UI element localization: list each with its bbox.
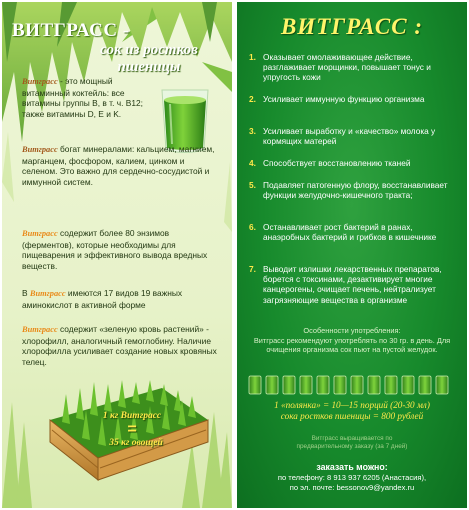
left-subtitle: сок из ростков пшеницы xyxy=(100,42,198,75)
chlorophyll-text: содержит «зеленую кровь растений» - хлорофилл, аналогичный гемоглобину. Наличие хлорофилла усиливает создание новых кровяных телец. xyxy=(22,324,217,367)
benefit-text: Выводит излишки лекарственных препаратов, борется с токсинами, дезактивирует многие канцерогены, очищает печень, нейтрализует загрязняющие вещества в организме xyxy=(263,264,442,305)
benefit-number: 2. xyxy=(249,94,256,104)
email-contact[interactable]: по эл. почте: bessonov9@yandex.ru xyxy=(289,483,415,492)
benefit-number: 3. xyxy=(249,126,256,136)
left-title: ВИТГРАСС - xyxy=(12,20,130,41)
benefit-text: Усиливает иммунную функцию организма xyxy=(263,94,425,104)
left-panel xyxy=(2,2,232,508)
benefit-text: Останавливает рост бактерий в ранах, анаэробных бактерий и грибков в кишечнике xyxy=(263,222,437,243)
tray-equals-sign: = xyxy=(127,421,137,438)
minerals-text: богат минералами: кальцием, магнием, марганцем, фосфором, калием, цинком и селеном. Это важно для сердечно-сосудистой и иммунной систем. xyxy=(22,144,215,187)
benefit-number: 5. xyxy=(249,180,256,190)
benefit-text: Усиливает выработку и «качество» молока у кормящих матерей xyxy=(263,126,436,147)
benefit-text: Подавляет патогенную флору, восстанавливает функции желудочно-кишечного тракта; xyxy=(263,180,448,201)
amino-text: имеются 17 видов 19 важных аминокислот в активной форме xyxy=(22,288,183,310)
tray-caption-top: 1 кг Витграсс xyxy=(102,411,162,421)
preorder-note xyxy=(249,435,455,451)
amino-acids-paragraph xyxy=(22,288,222,310)
tray-caption-bottom: 35 кг овощей xyxy=(109,438,163,448)
benefit-number: 1. xyxy=(249,52,256,62)
glasses-row-image xyxy=(247,374,459,396)
brand-name: Витграсс xyxy=(22,145,58,154)
brand-name: Витграсс xyxy=(29,289,66,298)
phone-contact: по телефону: 8 913 937 6205 (Анастасия), xyxy=(277,473,427,482)
preorder-line: предварительному заказу (за 7 дней) xyxy=(296,443,408,450)
enzymes-text: содержит более 80 энзимов (ферментов), которые необходимы для пищеварения и эффективного вывода вредных веществ. xyxy=(22,228,208,271)
preorder-line: Витграсс выращивается по xyxy=(311,435,393,442)
enzymes-paragraph xyxy=(22,228,222,271)
brand-name: Витграсс xyxy=(22,77,58,86)
benefit-number: 7. xyxy=(249,264,256,274)
portion-line: 1 «полянка» = 10—15 порций (20-30 мл) xyxy=(274,400,430,410)
portion-price xyxy=(237,400,467,422)
benefit-number: 6. xyxy=(249,222,256,232)
usage-title: Особенности употребления: xyxy=(303,326,401,335)
benefit-text: Способствует восстановлению тканей xyxy=(263,158,411,168)
right-panel xyxy=(237,2,467,508)
vitamins-text: - это мощный витаминный коктейль: все витамины группы В, в т. ч. В12; также витамины D, E и K. xyxy=(22,76,143,119)
usage-text: Витграсс рекомендуют употреблять по 30 гр. в день. Для очищения организма сок пьют на пустой желудок. xyxy=(253,336,451,355)
order-title: заказать можно: xyxy=(316,462,388,472)
price-line: сока ростков пшеницы = 800 рублей xyxy=(280,411,424,421)
amino-prefix: В xyxy=(22,288,30,298)
brand-name: Витграсс xyxy=(22,229,58,238)
left-content xyxy=(2,2,232,508)
brand-name: Витграсс xyxy=(22,325,58,334)
benefit-number: 4. xyxy=(249,158,256,168)
right-title: ВИТГРАСС : xyxy=(280,14,424,39)
benefit-text: Оказывает омолаживающее действие, разглаживает морщинки, повышает тонус и упругость кожи xyxy=(263,52,431,83)
vitamins-paragraph xyxy=(22,76,152,119)
minerals-paragraph xyxy=(22,144,222,187)
chlorophyll-paragraph xyxy=(22,324,222,367)
